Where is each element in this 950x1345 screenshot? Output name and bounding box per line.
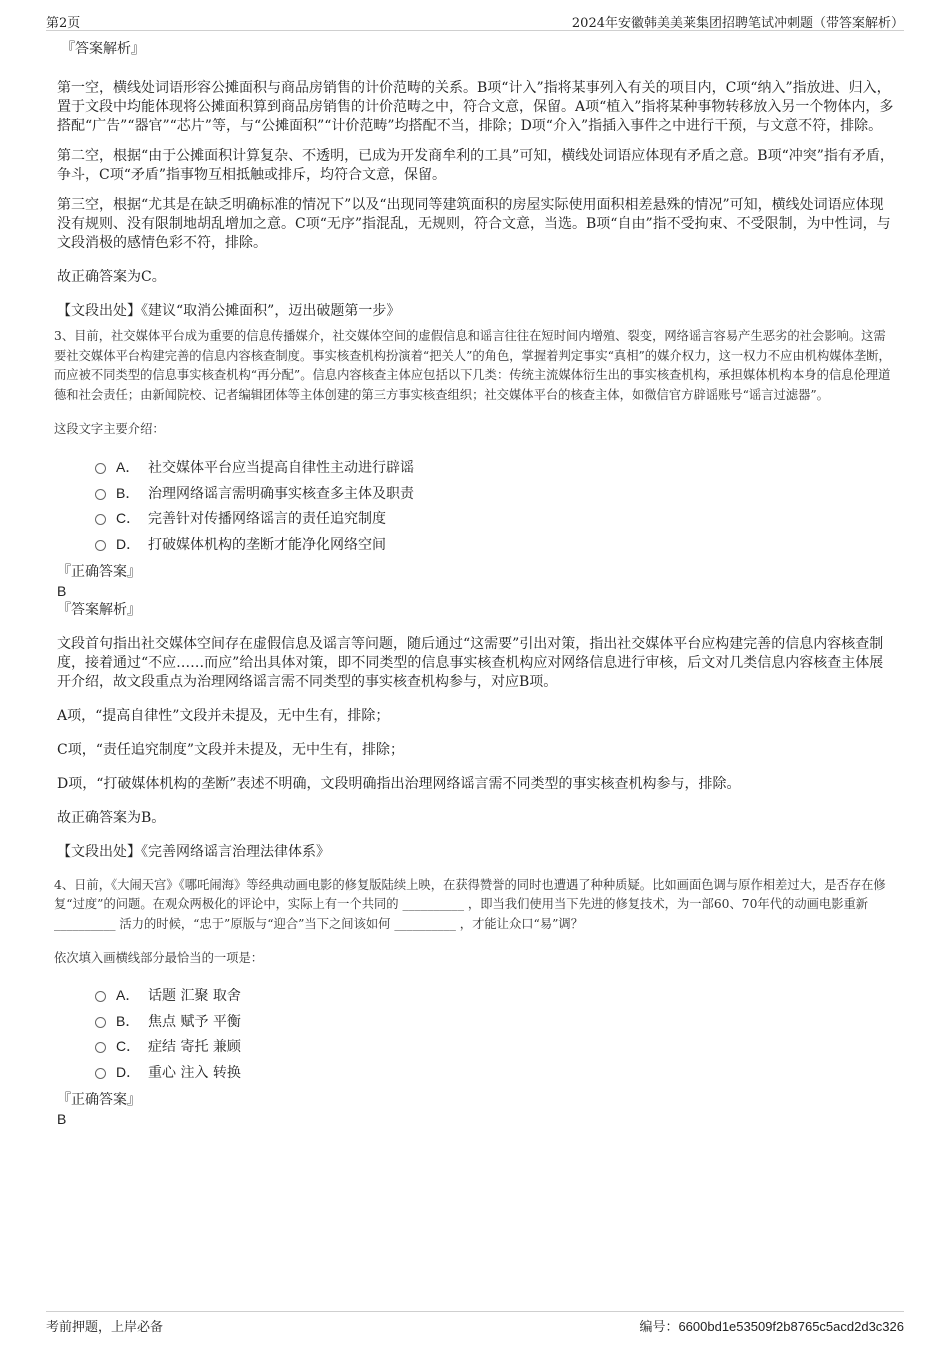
question-stem: 4、日前，《大闹天宫》《哪吒闹海》等经典动画电影的修复版陆续上映，在获得赞誉的同时也遭遇了种种质疑。比如画面色调与原作相差过大，是否存在修复“过度”的问题。在观众两极化的评论中，实际上有一个共同的 __________ ，即当我们使用当下先进的修复技术，为一部60、70年代的动画电影重新 __________ 活力的时候，“忠于”原版与“迎合”当下之间该如何 __________ ，才能让众口“易”调？	[54, 877, 886, 931]
analysis-title: 『答案解析』	[57, 601, 141, 618]
option-b[interactable]: B． 治理网络谣言需明确事实核查多主体及职责	[95, 480, 895, 506]
correct-answer-title: 『正确答案』	[57, 563, 141, 580]
analysis-paragraph: 文段首句指出社交媒体空间存在虚假信息及谣言等问题，随后通过“这需要”引出对策，指出社交媒体平台应构建完善的信息内容核查制度，接着通过“不应……而应”给出具体对策，即不同类型的信息事实核查机构应对网络信息进行审核，后文对几类信息内容核查主体展开介绍，故文段重点为治理网络谣言需不同类型的事实核查机构参与，对应B项。	[57, 635, 884, 690]
radio-icon[interactable]	[95, 489, 106, 500]
question-stem: 3、目前，社交媒体平台成为重要的信息传播媒介，社交媒体空间的虚假信息和谣言往往在短时间内增殖、裂变，网络谣言容易产生恶劣的社会影响。这需要社交媒体平台构建完善的信息内容核查制度。事实核查机构扮演着“把关人”的角色，掌握着判定事实“真相”的媒介权力，这一权力不应由机构媒体垄断，而应被不同类型的信息事实核查机构“再分配”。信息内容核查主体应包括以下几类：传统主流媒体衍生出的事实核查机构，承担媒体机构本身的信息伦理道德和社会责任；由新闻院校、记者编辑团体等主体创建的第三方事实核查组织；社交媒体平台的核查主体，如微信官方辟谣账号“谣言过滤器”。	[54, 329, 891, 402]
radio-icon[interactable]	[95, 514, 106, 525]
question-prompt: 这段文字主要介绍：	[54, 422, 165, 436]
analysis-paragraph: D项，“打破媒体机构的垄断”表述不明确，文段明确指出治理网络谣言需不同类型的事实核查机构参与，排除。	[57, 775, 741, 792]
option-d[interactable]: D． 打破媒体机构的垄断才能净化网络空间	[95, 531, 895, 557]
source-citation: 【文段出处】《建议“取消公摊面积”，迈出破题第一步》	[57, 303, 401, 319]
radio-icon[interactable]	[95, 540, 106, 551]
radio-icon[interactable]	[95, 991, 106, 1002]
option-b[interactable]: B． 焦点 赋予 平衡	[95, 1008, 895, 1034]
radio-icon[interactable]	[95, 1017, 106, 1028]
analysis-paragraph: 第一空，横线处词语形容公摊面积与商品房销售的计价范畴的关系。B项“计入”指将某事列入有关的项目内，C项“纳入”指放进、归入，置于文段中均能体现将公摊面积算到商品房销售的计价范畴之中，符合文意，保留。A项“植入”指将某种事物转移放入另一个物体内，多搭配“广告”“器官”“芯片”等，与“公摊面积”“计价范畴”均搭配不当，排除；D项“介入”指插入事件之中进行干预，与文意不符，排除。	[57, 80, 894, 134]
answer-conclusion: 故正确答案为B。	[57, 809, 166, 826]
correct-answer-title: 『正确答案』	[57, 1091, 141, 1108]
analysis-paragraph: 第二空，根据“由于公摊面积计算复杂、不透明，已成为开发商牟利的工具”可知，横线处词语应体现有矛盾之意。B项“冲突”指有矛盾，争斗，C项“矛盾”指事物互相抵触或排斥，均符合文意，保留。	[57, 148, 894, 183]
option-a[interactable]: A． 社交媒体平台应当提高自律性主动进行辟谣	[95, 455, 895, 481]
question-prompt: 依次填入画横线部分最恰当的一项是：	[54, 951, 264, 965]
options-list	[95, 455, 895, 557]
correct-answer: B	[57, 1110, 67, 1127]
option-d[interactable]: D． 重心 注入 转换	[95, 1059, 895, 1085]
page-number: 第2页	[46, 16, 81, 31]
page-content	[54, 40, 895, 1129]
option-a[interactable]: A． 话题 汇聚 取舍	[95, 983, 895, 1009]
document-id: 编号：6600bd1e53509f2b8765c5acd2d3c326	[639, 1319, 904, 1334]
page-footer	[46, 1311, 904, 1334]
analysis-paragraph: C项，“责任追究制度”文段并未提及，无中生有，排除；	[57, 741, 405, 758]
analysis-title: 『答案解析』	[61, 41, 145, 57]
options-list	[95, 983, 895, 1085]
option-c[interactable]: C． 症结 寄托 兼顾	[95, 1034, 895, 1060]
radio-icon[interactable]	[95, 1068, 106, 1079]
option-c[interactable]: C． 完善针对传播网络谣言的责任追究制度	[95, 506, 895, 532]
footer-slogan: 考前押题，上岸必备	[46, 1320, 164, 1335]
analysis-paragraph: A项，“提高自律性”文段并未提及，无中生有，排除；	[57, 707, 390, 724]
answer-conclusion: 故正确答案为C。	[57, 269, 166, 285]
page-header	[46, 10, 904, 31]
source-citation: 【文段出处】《完善网络谣言治理法律体系》	[57, 843, 330, 860]
document-title: 2024年安徽韩美美莱集团招聘笔试冲刺题（带答案解析）	[571, 16, 904, 31]
analysis-paragraph: 第三空，根据“尤其是在缺乏明确标准的情况下”以及“出现同等建筑面积的房屋实际使用面积相差悬殊的情况”可知，横线处词语应体现没有规则、没有限制地胡乱增加之意。C项“无序”指混乱，无规则，符合文意，当选。B项“自由”指不受拘束、不受限制，为中性词，与文段消极的感情色彩不符，排除。	[57, 197, 891, 251]
radio-icon[interactable]	[95, 1042, 106, 1053]
correct-answer: B	[57, 582, 67, 599]
radio-icon[interactable]	[95, 463, 106, 474]
